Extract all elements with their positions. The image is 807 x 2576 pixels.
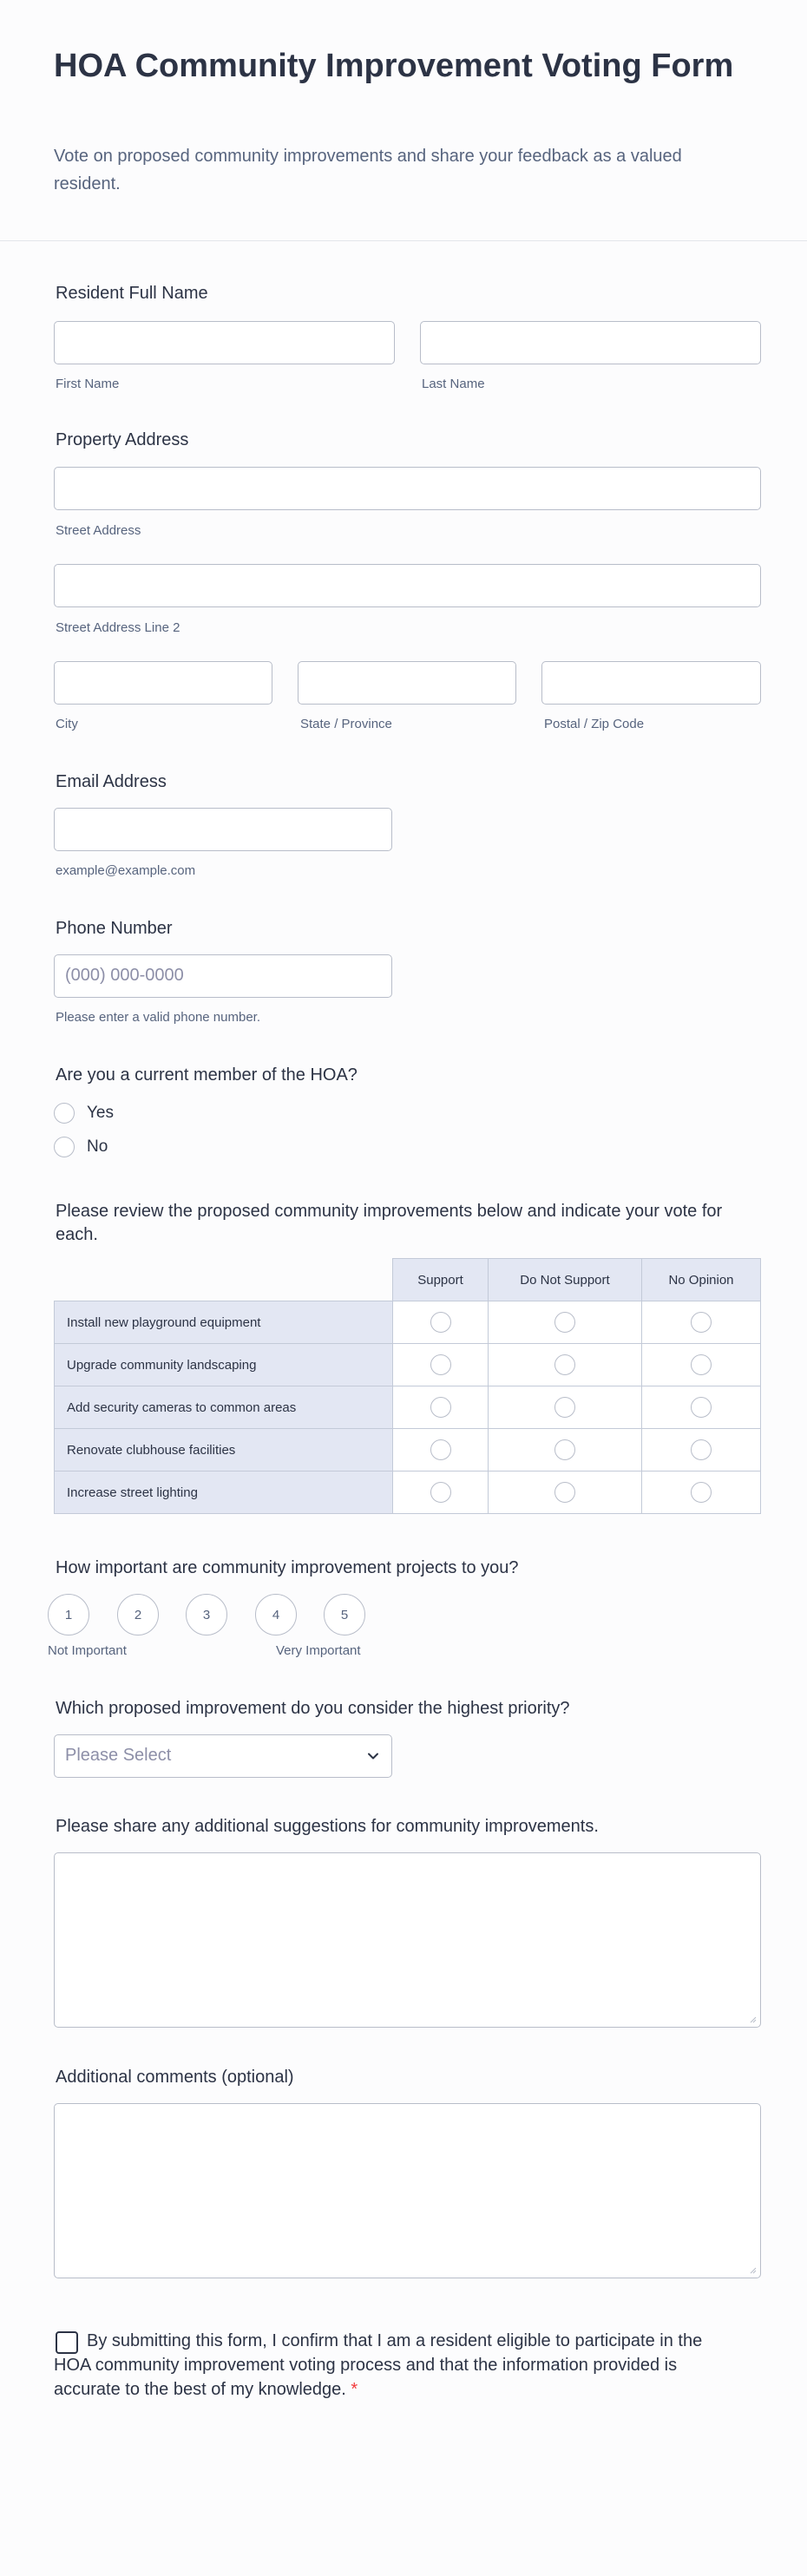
matrix-cell[interactable] xyxy=(641,1386,761,1429)
chevron-down-icon xyxy=(365,1748,381,1764)
matrix-cell[interactable] xyxy=(488,1471,642,1514)
scale-option-5[interactable]: 5 xyxy=(324,1594,365,1635)
matrix-col-do-not-support: Do Not Support xyxy=(488,1258,642,1301)
state-input[interactable] xyxy=(298,661,516,705)
matrix-cell[interactable] xyxy=(641,1343,761,1386)
priority-label: Which proposed improvement do you consider the highest priority? xyxy=(56,1699,570,1718)
phone-label: Phone Number xyxy=(56,919,173,938)
matrix-cell[interactable] xyxy=(488,1386,642,1429)
email-input[interactable] xyxy=(54,808,392,851)
importance-label: How important are community improvement projects to you? xyxy=(56,1558,519,1577)
scale-option-1[interactable]: 1 xyxy=(48,1594,89,1635)
comments-textarea[interactable] xyxy=(54,2103,761,2278)
matrix-radio[interactable] xyxy=(554,1439,575,1460)
radio-circle[interactable] xyxy=(54,1103,75,1124)
email-sublabel: example@example.com xyxy=(56,863,196,878)
priority-placeholder: Please Select xyxy=(65,1746,172,1765)
matrix-cell[interactable] xyxy=(488,1301,642,1344)
priority-select[interactable] xyxy=(54,1734,392,1778)
scale-option-3[interactable]: 3 xyxy=(186,1594,227,1635)
form-header xyxy=(0,0,807,241)
last-name-sublabel: Last Name xyxy=(422,377,485,391)
membership-option-yes[interactable] xyxy=(54,1101,114,1125)
matrix-radio[interactable] xyxy=(430,1482,451,1503)
street-address-input[interactable] xyxy=(54,467,761,510)
matrix-cell[interactable] xyxy=(641,1301,761,1344)
membership-label: Are you a current member of the HOA? xyxy=(56,1065,358,1085)
scale-option-4[interactable]: 4 xyxy=(255,1594,297,1635)
matrix-radio[interactable] xyxy=(554,1354,575,1375)
phone-sublabel: Please enter a valid phone number. xyxy=(56,1010,260,1025)
matrix-label: Please review the proposed community improvements below and indicate your vote for each. xyxy=(56,1202,723,1244)
radio-circle[interactable] xyxy=(54,1137,75,1157)
last-name-input[interactable] xyxy=(420,321,761,364)
consent-statement xyxy=(54,2329,713,2402)
radio-label: No xyxy=(87,1137,108,1156)
suggestions-textarea[interactable] xyxy=(54,1852,761,2028)
matrix-cell[interactable] xyxy=(641,1428,761,1472)
required-asterisk: * xyxy=(351,2380,358,2399)
scale-low-label: Not Important xyxy=(48,1643,127,1658)
matrix-row-label: Install new playground equipment xyxy=(54,1301,393,1344)
matrix-row-label: Upgrade community landscaping xyxy=(54,1343,393,1386)
street-address-sublabel: Street Address xyxy=(56,523,141,538)
matrix-col-support: Support xyxy=(392,1258,489,1301)
street-address-2-sublabel: Street Address Line 2 xyxy=(56,620,180,635)
matrix-cell[interactable] xyxy=(641,1471,761,1514)
radio-label: Yes xyxy=(87,1104,114,1122)
matrix-radio[interactable] xyxy=(430,1312,451,1333)
matrix-radio[interactable] xyxy=(691,1354,712,1375)
first-name-input[interactable] xyxy=(54,321,395,364)
comments-label: Additional comments (optional) xyxy=(56,2068,294,2087)
form-subtitle: Vote on proposed community improvements and share your feedback as a valued resident. xyxy=(54,147,682,193)
suggestions-label: Please share any additional suggestions for community improvements. xyxy=(56,1817,599,1836)
scale-option-2[interactable]: 2 xyxy=(117,1594,159,1635)
form-title: HOA Community Improvement Voting Form xyxy=(54,48,734,84)
matrix-row-label: Add security cameras to common areas xyxy=(54,1386,393,1429)
matrix-cell[interactable] xyxy=(488,1343,642,1386)
matrix-cell[interactable] xyxy=(392,1471,489,1514)
street-address-2-input[interactable] xyxy=(54,564,761,607)
zip-sublabel: Postal / Zip Code xyxy=(544,717,645,731)
resize-handle-icon[interactable] xyxy=(748,2015,757,2023)
matrix-row-label: Increase street lighting xyxy=(54,1471,393,1514)
full-name-label: Resident Full Name xyxy=(56,284,208,303)
state-sublabel: State / Province xyxy=(300,717,392,731)
scale-high-label: Very Important xyxy=(276,1643,361,1658)
matrix-cell[interactable] xyxy=(488,1428,642,1472)
matrix-cell[interactable] xyxy=(392,1428,489,1472)
membership-option-no[interactable] xyxy=(54,1135,108,1159)
matrix-radio[interactable] xyxy=(430,1439,451,1460)
matrix-radio[interactable] xyxy=(691,1439,712,1460)
matrix-radio[interactable] xyxy=(554,1482,575,1503)
consent-text: By submitting this form, I confirm that I am a resident eligible to participate in the HOA community improvement voting process and that the information provided is accurate to the best of my knowledge. xyxy=(54,2331,703,2399)
matrix-radio[interactable] xyxy=(691,1482,712,1503)
zip-input[interactable] xyxy=(541,661,761,705)
matrix-radio[interactable] xyxy=(691,1397,712,1418)
phone-placeholder: (000) 000-0000 xyxy=(65,966,184,985)
matrix-radio[interactable] xyxy=(430,1397,451,1418)
matrix-radio[interactable] xyxy=(430,1354,451,1375)
city-input[interactable] xyxy=(54,661,272,705)
matrix-cell[interactable] xyxy=(392,1301,489,1344)
matrix-cell[interactable] xyxy=(392,1386,489,1429)
matrix-row-label: Renovate clubhouse facilities xyxy=(54,1428,393,1472)
resize-handle-icon[interactable] xyxy=(748,2265,757,2274)
address-label: Property Address xyxy=(56,430,189,449)
phone-input[interactable] xyxy=(54,954,392,998)
matrix-radio[interactable] xyxy=(691,1312,712,1333)
city-sublabel: City xyxy=(56,717,78,731)
first-name-sublabel: First Name xyxy=(56,377,120,391)
matrix-radio[interactable] xyxy=(554,1397,575,1418)
matrix-cell[interactable] xyxy=(392,1343,489,1386)
email-label: Email Address xyxy=(56,772,167,791)
matrix-col-no-opinion: No Opinion xyxy=(641,1258,761,1301)
matrix-radio[interactable] xyxy=(554,1312,575,1333)
